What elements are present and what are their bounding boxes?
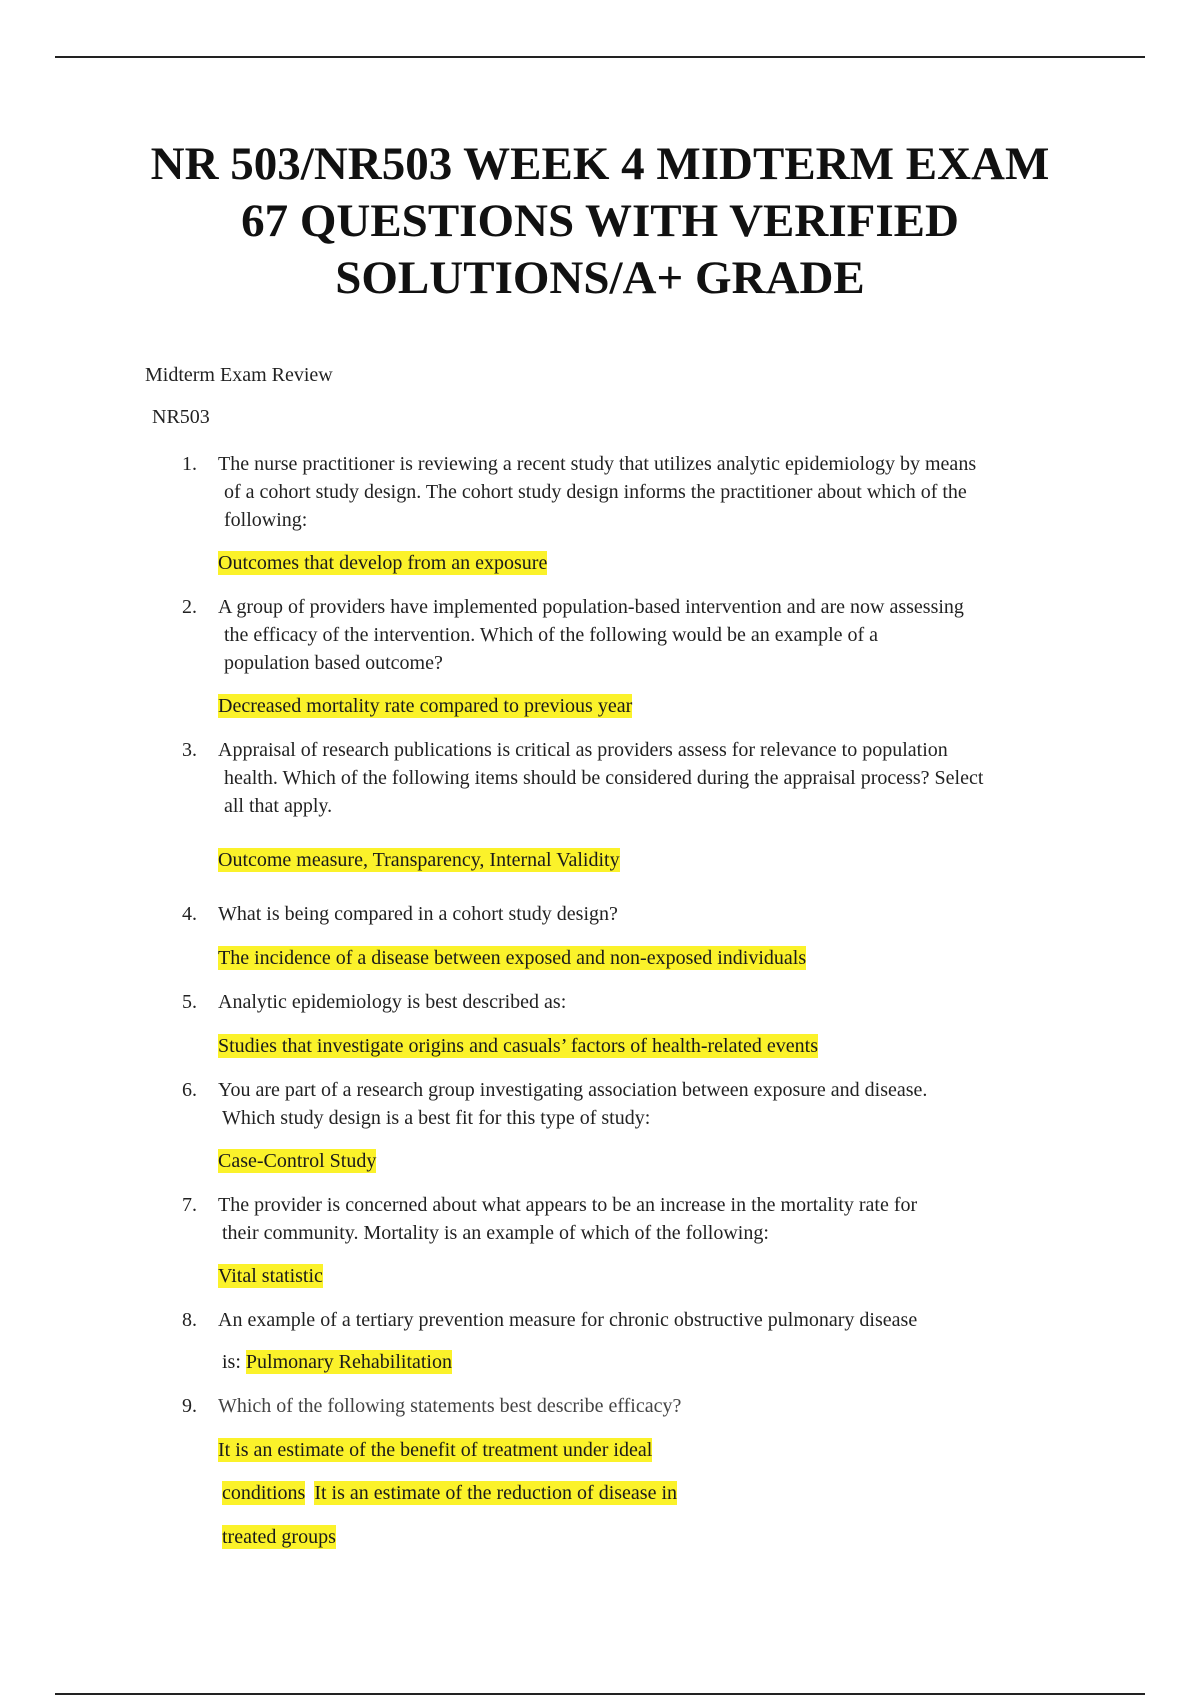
title-line-3: SOLUTIONS/A+ GRADE <box>335 252 865 304</box>
question-number: 6. <box>182 1079 197 1101</box>
question-line: following: <box>224 509 308 531</box>
question-line: What is being compared in a cohort study design? <box>218 903 618 925</box>
answer-9-line-1 <box>218 1436 652 1464</box>
question-number: 7. <box>182 1194 197 1216</box>
answer-3 <box>218 846 620 874</box>
answer-highlight: Case-Control Study <box>218 1150 377 1172</box>
question-number: 1. <box>182 453 197 475</box>
answer-highlight: Vital statistic <box>218 1265 323 1287</box>
answer-highlight: Outcome measure, Transparency, Internal Validity <box>218 849 620 871</box>
answer-highlight: It is an estimate of the reduction of disease in <box>314 1482 678 1504</box>
answer-highlight: Studies that investigate origins and casuals’ factors of health-related events <box>218 1035 818 1057</box>
answer-prefix: is: <box>222 1351 241 1373</box>
question-number: 9. <box>182 1395 197 1417</box>
answer-9-line-2 <box>222 1479 677 1507</box>
title-line-1: NR 503/NR503 WEEK 4 MIDTERM EXAM <box>150 138 1050 190</box>
question-6 <box>182 1076 1082 1132</box>
answer-4 <box>218 944 806 972</box>
question-line: their community. Mortality is an example of which of the following: <box>222 1222 769 1244</box>
course-code: NR503 <box>152 406 210 428</box>
title-line-2: 67 QUESTIONS WITH VERIFIED <box>241 195 959 247</box>
answer-9-line-3 <box>222 1523 336 1551</box>
document-subtitle: Midterm Exam Review <box>145 364 333 386</box>
answer-highlight: It is an estimate of the benefit of treatment under ideal <box>218 1439 653 1461</box>
bottom-rule <box>55 1693 1145 1695</box>
answer-7 <box>218 1262 323 1290</box>
question-line: An example of a tertiary prevention measure for chronic obstructive pulmonary disease <box>218 1309 918 1331</box>
question-number: 2. <box>182 596 197 618</box>
question-3 <box>182 736 1082 820</box>
question-line: Appraisal of research publications is critical as providers assess for relevance to population <box>218 739 948 761</box>
question-line: the efficacy of the intervention. Which of the following would be an example of a <box>224 624 879 646</box>
question-line: Which study design is a best fit for this type of study: <box>222 1107 651 1129</box>
question-line: The nurse practitioner is reviewing a recent study that utilizes analytic epidemiology by means <box>218 453 977 475</box>
question-4 <box>182 900 1082 928</box>
answer-5 <box>218 1032 818 1060</box>
question-2 <box>182 593 1082 677</box>
question-line: Analytic epidemiology is best described as: <box>218 991 567 1013</box>
document-title <box>80 136 1120 307</box>
question-line: The provider is concerned about what appears to be an increase in the mortality rate for <box>218 1194 918 1216</box>
answer-highlight: Decreased mortality rate compared to previous year <box>218 695 633 717</box>
question-8 <box>182 1306 1082 1334</box>
answer-2 <box>218 692 632 720</box>
answer-8 <box>222 1348 452 1376</box>
question-line: population based outcome? <box>224 652 443 674</box>
question-line: Which of the following statements best describe efficacy? <box>218 1395 682 1417</box>
question-9 <box>182 1392 1082 1420</box>
question-line: You are part of a research group investigating association between exposure and disease. <box>218 1079 928 1101</box>
question-number: 8. <box>182 1309 197 1331</box>
top-rule <box>55 56 1145 58</box>
question-number: 5. <box>182 991 197 1013</box>
question-5 <box>182 988 1082 1016</box>
question-line: of a cohort study design. The cohort study design informs the practitioner about which of the <box>224 481 967 503</box>
answer-highlight: The incidence of a disease between exposed and non-exposed individuals <box>218 947 807 969</box>
question-number: 3. <box>182 739 197 761</box>
answer-1 <box>218 549 547 577</box>
question-line: health. Which of the following items should be considered during the appraisal process? Select <box>224 767 984 789</box>
answer-highlight: Outcomes that develop from an exposure <box>218 552 548 574</box>
question-number: 4. <box>182 903 197 925</box>
question-line: all that apply. <box>224 795 333 817</box>
question-1 <box>182 450 1082 534</box>
question-7 <box>182 1191 1082 1247</box>
question-line: A group of providers have implemented population-based intervention and are now assessing <box>218 596 964 618</box>
answer-6 <box>218 1147 376 1175</box>
answer-highlight: Pulmonary Rehabilitation <box>245 1351 452 1373</box>
answer-highlight: treated groups <box>222 1526 336 1548</box>
answer-highlight: conditions <box>222 1482 306 1504</box>
